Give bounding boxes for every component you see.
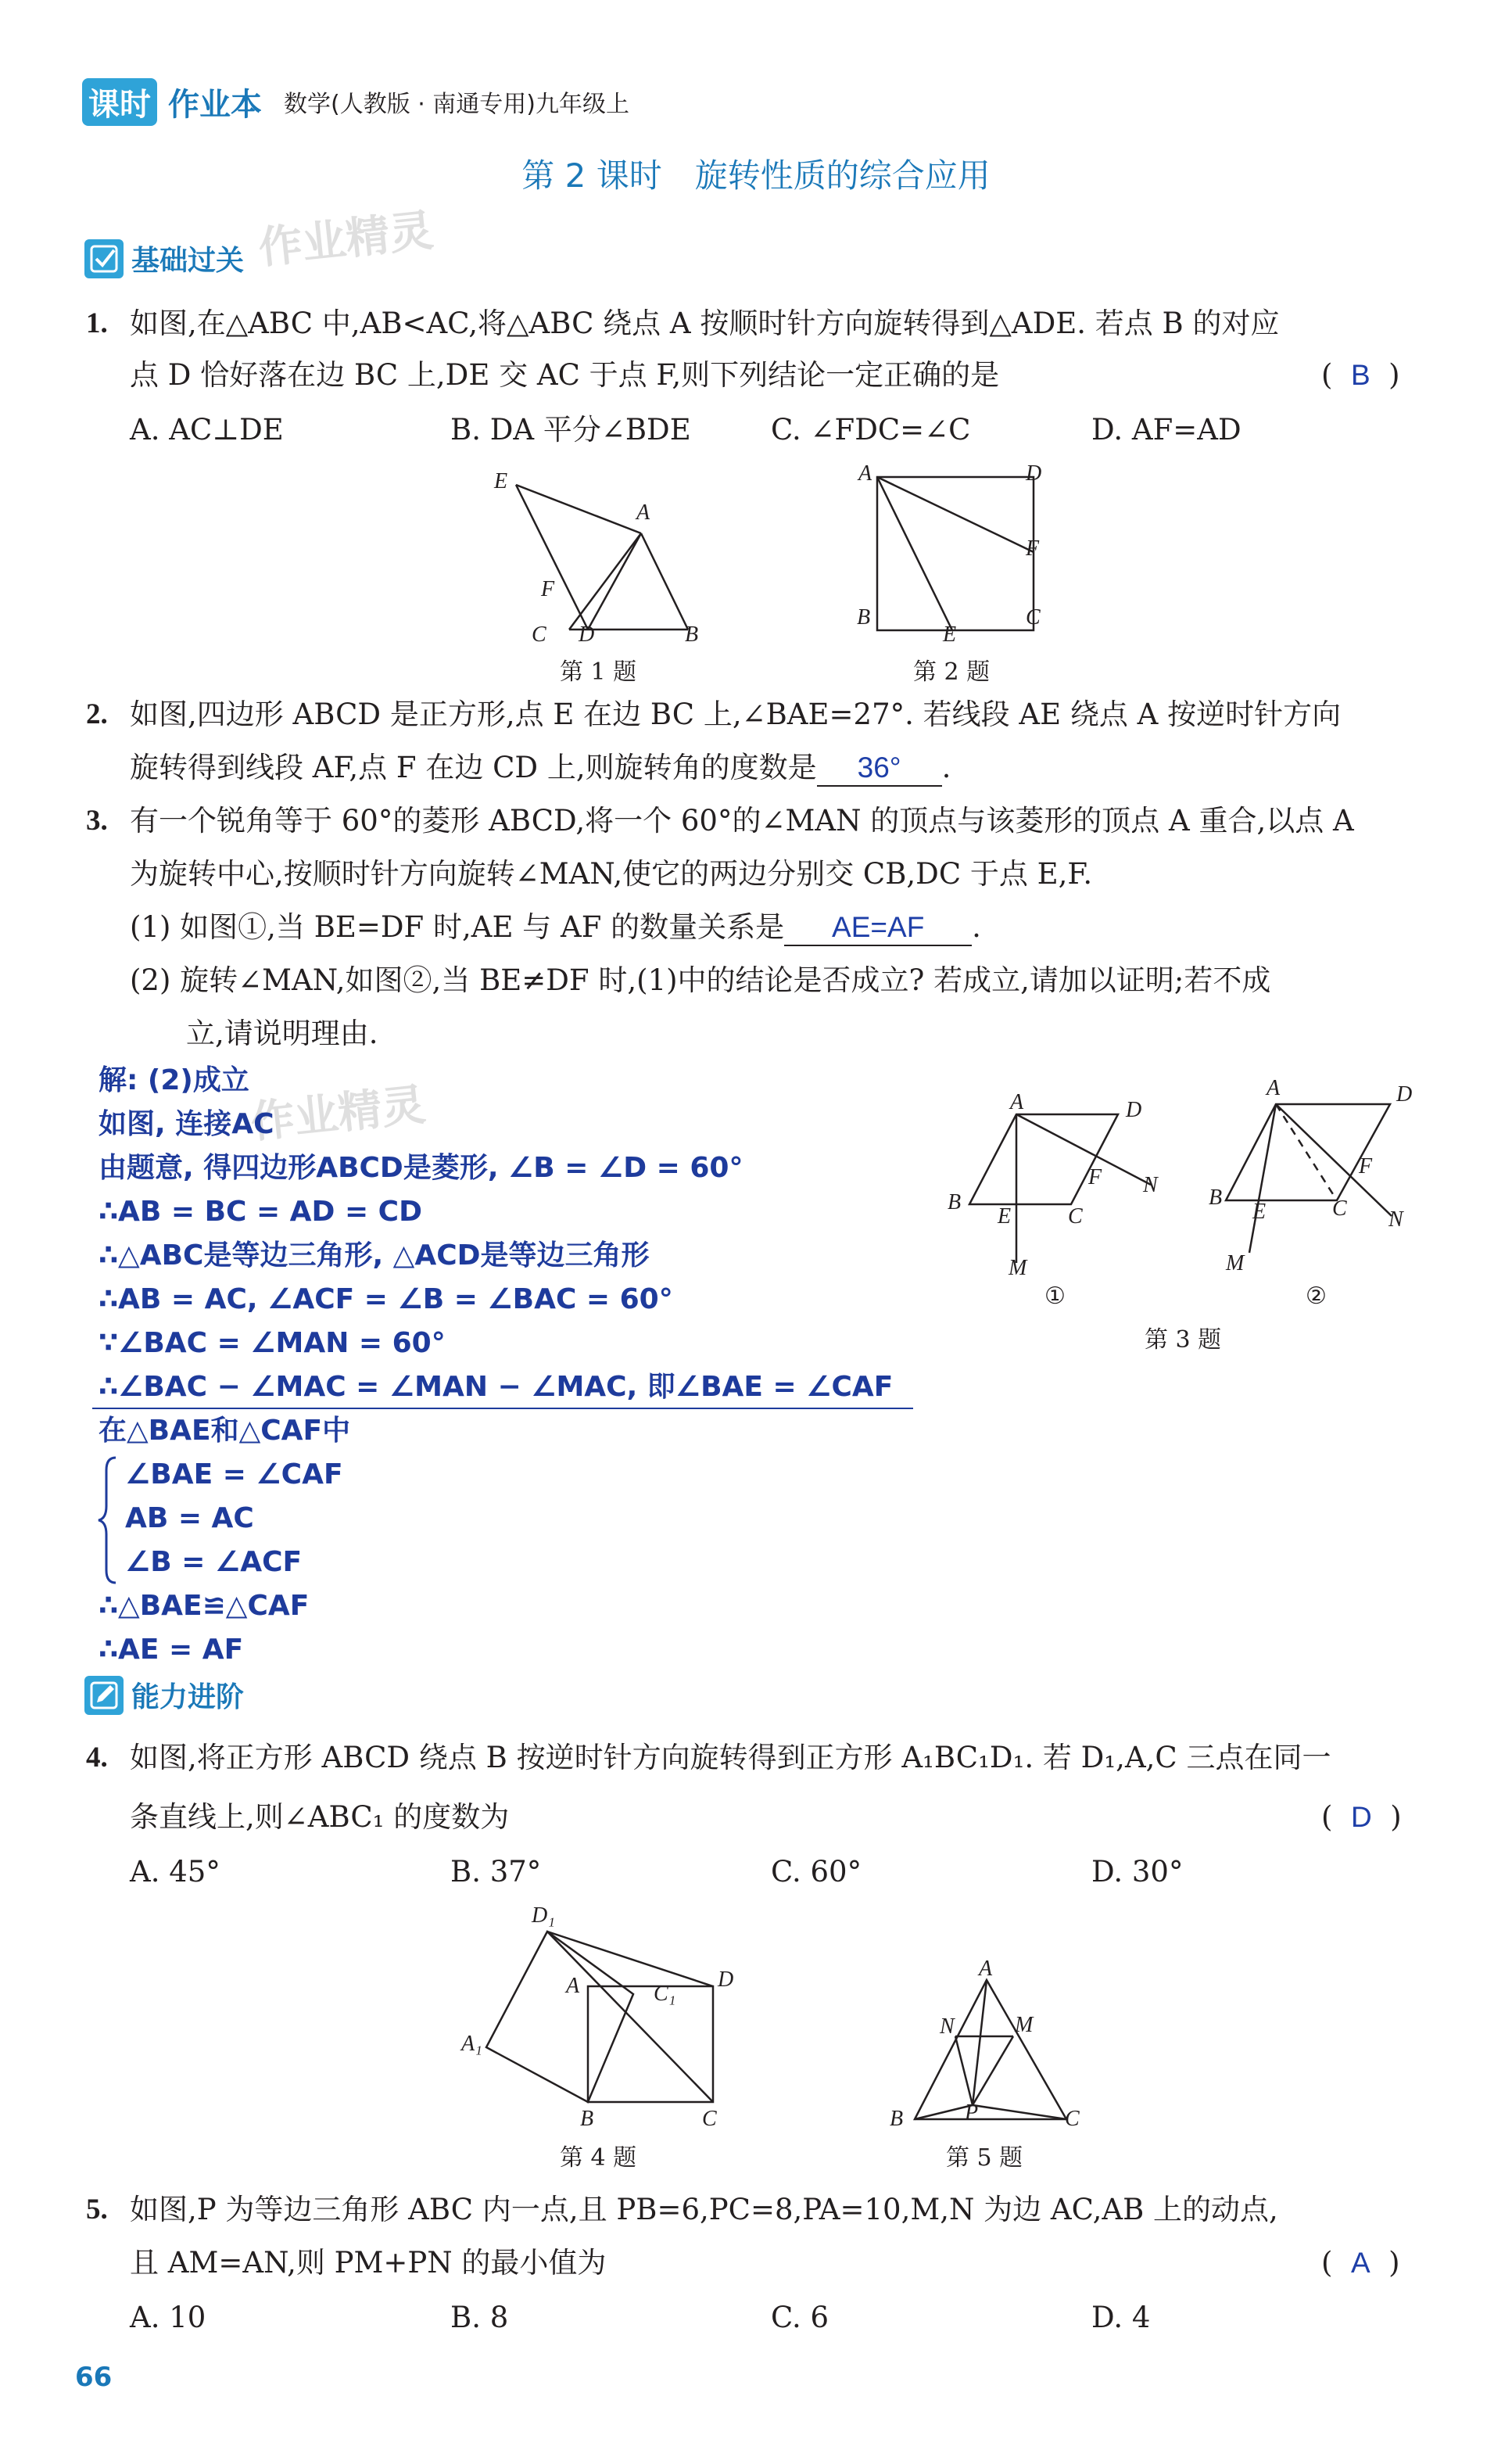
q1-option-b: B. DA 平分∠BDE [450, 413, 691, 447]
q1-answer: B [1350, 359, 1370, 391]
section-basic [84, 239, 244, 278]
fig3-1-label-b: B [948, 1190, 962, 1214]
solution-line: ∠BAE = ∠CAF [125, 1458, 343, 1490]
check-icon [84, 239, 124, 278]
fig3-2-label-e: E [1252, 1200, 1267, 1224]
fig1-label-c: C [532, 622, 546, 647]
subject: 数学(人教版 · 南通专用)九年级上 [284, 91, 630, 118]
q3-line1: 有一个锐角等于 60°的菱形 ABCD,将一个 60°的∠MAN 的顶点与该菱形的顶点 A 重合,以点 A [130, 804, 1354, 838]
figure-4 [469, 1908, 735, 2111]
solution-line: 由题意, 得四边形ABCD是菱形, ∠B = ∠D = 60° [99, 1152, 743, 1184]
fig4-label-c1: C₁ [654, 1982, 676, 2006]
fig4-label-a: A [566, 1974, 580, 1998]
fig3-sub2: ② [1306, 1282, 1327, 1310]
fig3-2-label-m: M [1226, 1251, 1245, 1275]
fig5-label-a: A [979, 1957, 993, 1981]
watermark: 作业精灵 [248, 1079, 428, 1149]
q5-number: 5. [86, 2194, 108, 2226]
q4-number: 4. [86, 1742, 108, 1774]
solution-divider [92, 1408, 913, 1409]
section-advanced-label: 能力进阶 [131, 1681, 245, 1713]
fig2-label-f: F [1026, 536, 1040, 561]
solution-line: 解: (2)成立 [99, 1064, 249, 1096]
q3-part1-answer: AE=AF [832, 911, 925, 943]
lesson-title: 第 2 课时 旋转性质的综合应用 [521, 156, 991, 195]
solution-line: ∴△ABC是等边三角形, △ACD是等边三角形 [99, 1239, 650, 1272]
fig1-caption: 第 1 题 [560, 658, 637, 686]
fig1-label-d: D [579, 622, 595, 647]
fig5-label-m: M [1015, 2013, 1034, 2037]
fig3-1-label-m: M [1009, 1256, 1027, 1280]
q3-part1-pre: (1) 如图①,当 BE=DF 时,AE 与 AF 的数量关系是 [130, 910, 785, 944]
fig2-label-e: E [943, 622, 957, 647]
fig5-label-b: B [890, 2107, 904, 2131]
solution-line: 如图, 连接AC [99, 1108, 274, 1140]
q4-line2: 条直线上,则∠ABC₁ 的度数为 [130, 1800, 510, 1834]
q5-option-b: B. 8 [450, 2301, 509, 2334]
solution-line: AB = AC [125, 1502, 254, 1534]
solution-line: ∴∠BAC − ∠MAC = ∠MAN − ∠MAC, 即∠BAE = ∠CAF [99, 1371, 894, 1403]
q5-option-a: A. 10 [130, 2301, 206, 2334]
q2-line2-post: . [941, 751, 951, 784]
q3-number: 3. [86, 805, 108, 837]
q2-number: 2. [86, 698, 108, 730]
figure-5 [899, 1971, 1087, 2127]
q4-option-d: D. 30° [1091, 1855, 1184, 1889]
section-advanced [84, 1675, 244, 1715]
q3-line2: 为旋转中心,按顺时针方向旋转∠MAN,使它的两边分别交 CB,DC 于点 E,F. [130, 857, 1093, 891]
fig3-1-label-f: F [1088, 1165, 1102, 1189]
q3-part1-post: . [972, 910, 981, 944]
q4-line1: 如图,将正方形 ABCD 绕点 B 按逆时针方向旋转得到正方形 A₁BC₁D₁. 若 D₁,A,C 三点在同一 [130, 1741, 1331, 1774]
fig3-2-label-a: A [1267, 1076, 1281, 1100]
q2-answer: 36° [857, 752, 901, 784]
q1-option-c: C. ∠FDC=∠C [771, 413, 971, 447]
q3-part1 [130, 910, 981, 946]
solution-line: ∴AB = BC = AD = CD [99, 1196, 422, 1228]
solution-line: ∴AB = AC, ∠ACF = ∠B = ∠BAC = 60° [99, 1283, 673, 1315]
q2-line2 [130, 751, 951, 787]
fig2-label-d: D [1026, 461, 1042, 486]
fig3-1-label-d: D [1126, 1098, 1142, 1122]
fig3-2-label-n: N [1388, 1207, 1403, 1232]
fig3-2-label-c: C [1332, 1196, 1347, 1221]
fig3-1-label-c: C [1068, 1204, 1083, 1229]
section-basic-label: 基础过关 [131, 245, 245, 277]
pencil-icon [84, 1676, 124, 1715]
page-number: 66 [75, 2362, 113, 2393]
q3-part2-line2: 立,请说明理由. [186, 1017, 378, 1050]
q5-option-c: C. 6 [771, 2301, 829, 2334]
q5-line1: 如图,P 为等边三角形 ABC 内一点,且 PB=6,PC=8,PA=10,M,N 为边 AC,AB 上的动点, [130, 2193, 1278, 2226]
solution-line: ∠B = ∠ACF [125, 1546, 303, 1578]
q4-answer: D [1350, 1801, 1372, 1833]
fig3-1-label-e: E [998, 1204, 1012, 1229]
fig3-2-label-f: F [1359, 1154, 1373, 1178]
q5-line2: 且 AM=AN,则 PM+PN 的最小值为 [130, 2246, 607, 2280]
fig5-label-p: P [965, 2100, 979, 2125]
solution-line: ∴AE = AF [99, 1634, 244, 1666]
q1-line2: 点 D 恰好落在边 BC 上,DE 交 AC 于点 F,则下列结论一定正确的是 [130, 358, 1000, 392]
fig4-caption: 第 4 题 [560, 2144, 637, 2172]
solution-line: 在△BAE和△CAF中 [99, 1415, 351, 1447]
fig5-label-c: C [1065, 2107, 1080, 2131]
figure-2 [860, 461, 1048, 641]
fig4-label-a1: A₁ [461, 2032, 482, 2056]
q1-line1: 如图,在△ABC 中,AB<AC,将△ABC 绕点 A 按顺时针方向旋转得到△ADE. 若点 B 的对应 [130, 307, 1280, 340]
fig3-caption: 第 3 题 [1145, 1326, 1222, 1354]
fig4-label-d1: D₁ [532, 1903, 555, 1928]
q1-number: 1. [86, 307, 108, 339]
fig2-label-c: C [1026, 605, 1041, 630]
fig4-label-c: C [702, 2107, 717, 2131]
fig3-2-label-d: D [1396, 1082, 1413, 1107]
q1-option-d: D. AF=AD [1091, 413, 1241, 447]
watermark: 作业精灵 [256, 205, 436, 274]
brace-icon [97, 1455, 120, 1586]
fig1-label-e: E [494, 469, 508, 493]
q4-option-c: C. 60° [771, 1855, 862, 1889]
q2-line2-pre: 旋转得到线段 AF,点 F 在边 CD 上,则旋转角的度数是 [130, 751, 817, 784]
q1-option-a: A. AC⊥DE [130, 413, 284, 447]
q4-option-b: B. 37° [450, 1855, 542, 1889]
fig5-caption: 第 5 题 [946, 2144, 1023, 2172]
fig1-label-b: B [685, 622, 699, 647]
fig5-label-n: N [940, 2014, 955, 2039]
q3-part2-line1: (2) 旋转∠MAN,如图②,当 BE≠DF 时,(1)中的结论是否成立? 若成立,请加以证明;若不成 [130, 963, 1271, 997]
q5-option-d: D. 4 [1091, 2301, 1151, 2334]
q1-answer-box: ( B ) [1321, 358, 1400, 392]
fig1-label-f: F [541, 577, 555, 601]
fig2-label-a: A [858, 461, 872, 486]
fig4-label-d: D [718, 1968, 734, 1992]
q4-option-a: A. 45° [130, 1855, 220, 1889]
fig2-label-b: B [857, 605, 871, 630]
fig3-1-label-n: N [1143, 1173, 1158, 1197]
fig4-label-b: B [580, 2107, 594, 2131]
logo: 课时 [82, 78, 157, 126]
figure-1 [485, 461, 719, 649]
header [82, 78, 629, 125]
q5-answer-box: ( A ) [1321, 2246, 1400, 2280]
fig2-caption: 第 2 题 [913, 658, 991, 686]
book-title: 作业本 [168, 86, 262, 123]
solution-line: ∴△BAE≌△CAF [99, 1590, 310, 1622]
q2-line1: 如图,四边形 ABCD 是正方形,点 E 在边 BC 上,∠BAE=27°. 若线段 AE 绕点 A 按逆时针方向 [130, 698, 1342, 731]
fig3-sub1: ① [1044, 1282, 1066, 1310]
solution-line: ∵∠BAC = ∠MAN = 60° [99, 1327, 446, 1359]
fig3-1-label-a: A [1010, 1090, 1024, 1114]
q5-answer: A [1350, 2247, 1370, 2279]
fig3-2-label-b: B [1209, 1186, 1223, 1210]
fig1-label-a: A [636, 500, 650, 525]
q4-answer-box: ( D ) [1321, 1800, 1402, 1834]
